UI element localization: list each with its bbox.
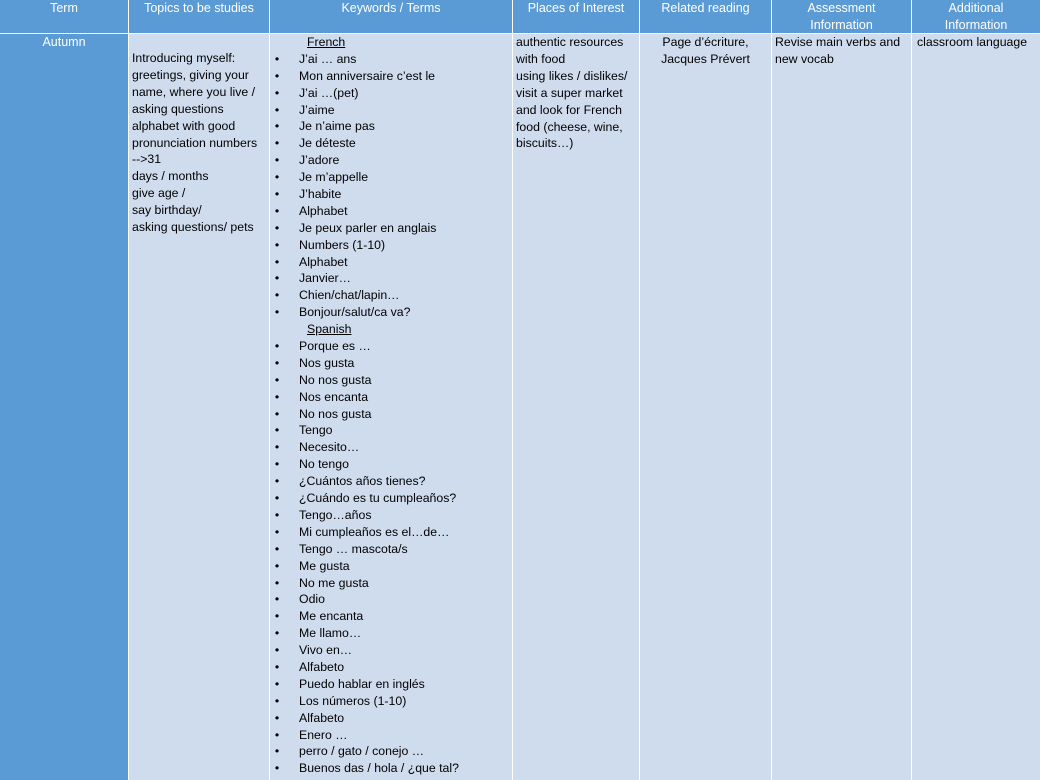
bullet-icon: • bbox=[274, 170, 280, 185]
keywords-list bbox=[270, 34, 512, 777]
header-reading: Related reading bbox=[640, 0, 771, 33]
spanish-heading-text: Spanish bbox=[307, 322, 352, 337]
additional-line: classroom language bbox=[917, 35, 1028, 49]
bullet-icon: • bbox=[274, 693, 280, 708]
places-line: biscuits…) bbox=[516, 136, 574, 151]
keyword-item bbox=[270, 422, 512, 439]
bullet-icon: • bbox=[274, 102, 280, 117]
keyword-item bbox=[270, 68, 512, 85]
bullet-icon: • bbox=[274, 440, 280, 455]
keyword-text: Mi cumpleaños es el…de… bbox=[299, 524, 450, 539]
bullet-icon: • bbox=[274, 507, 280, 522]
header-keywords: Keywords / Terms bbox=[270, 0, 512, 33]
keyword-text: ¿Cuántos años tienes? bbox=[299, 474, 426, 489]
keyword-item bbox=[270, 270, 512, 287]
keyword-item bbox=[270, 524, 512, 541]
places-line: using likes / dislikes/ bbox=[516, 68, 628, 83]
bullet-icon: • bbox=[274, 609, 280, 624]
french-heading-text: French bbox=[307, 35, 346, 49]
french-heading bbox=[270, 34, 512, 51]
bullet-icon: • bbox=[274, 592, 280, 607]
keyword-text: J’adore bbox=[299, 153, 340, 168]
keyword-item bbox=[270, 676, 512, 693]
bullet-icon: • bbox=[274, 676, 280, 691]
topic-line: greetings, giving your bbox=[132, 67, 249, 82]
keyword-text: No nos gusta bbox=[299, 372, 372, 387]
bullet-icon: • bbox=[274, 389, 280, 404]
keyword-item bbox=[270, 135, 512, 152]
assessment-line: new vocab bbox=[775, 51, 834, 66]
keyword-item bbox=[270, 220, 512, 237]
header-assessment-line2: Information bbox=[810, 18, 873, 32]
bullet-icon: • bbox=[274, 643, 280, 658]
keyword-text: Nos encanta bbox=[299, 389, 369, 404]
topic-line: asking questions/ pets bbox=[132, 220, 254, 235]
bullet-icon: • bbox=[274, 220, 280, 235]
keyword-text: J’habite bbox=[299, 187, 342, 202]
keyword-item bbox=[270, 102, 512, 119]
bullet-icon: • bbox=[274, 271, 280, 286]
topic-line: give age / bbox=[132, 186, 186, 201]
places-line: authentic resources bbox=[516, 35, 624, 49]
bullet-icon: • bbox=[274, 119, 280, 134]
keyword-text: No tengo bbox=[299, 457, 349, 472]
assessment-line: Revise main verbs and bbox=[775, 35, 901, 49]
additional-list bbox=[912, 34, 1040, 51]
keyword-text: J’ai …(pet) bbox=[299, 85, 359, 100]
keyword-text: Tengo bbox=[299, 423, 333, 438]
spanish-heading bbox=[270, 321, 512, 338]
keyword-item bbox=[270, 659, 512, 676]
reading-line: Jacques Prévert bbox=[661, 51, 750, 66]
keyword-text: ¿Cuándo es tu cumpleaños? bbox=[299, 491, 457, 506]
keyword-item bbox=[270, 693, 512, 710]
bullet-icon: • bbox=[274, 710, 280, 725]
header-places: Places of Interest bbox=[513, 0, 639, 33]
keyword-text: Tengo … mascota/s bbox=[299, 541, 408, 556]
keyword-item bbox=[270, 558, 512, 575]
reading-line: Page d’écriture, bbox=[662, 35, 749, 49]
keyword-text: Nos gusta bbox=[299, 355, 355, 370]
keyword-text: Janvier… bbox=[299, 271, 351, 286]
keyword-item bbox=[270, 372, 512, 389]
keyword-text: No me gusta bbox=[299, 575, 369, 590]
bullet-icon: • bbox=[274, 541, 280, 556]
keyword-item bbox=[270, 186, 512, 203]
keyword-item bbox=[270, 591, 512, 608]
topic-line: alphabet with good bbox=[132, 118, 236, 133]
keyword-text: Alphabet bbox=[299, 254, 348, 269]
keyword-item bbox=[270, 254, 512, 271]
keyword-item bbox=[270, 575, 512, 592]
topic-line: days / months bbox=[132, 169, 209, 184]
topic-line: asking questions bbox=[132, 101, 224, 116]
places-line: visit a super market bbox=[516, 85, 623, 100]
topic-line: pronunciation numbers bbox=[132, 135, 258, 150]
bullet-icon: • bbox=[274, 288, 280, 303]
places-line: and look for French bbox=[516, 102, 622, 117]
bullet-icon: • bbox=[274, 491, 280, 506]
bullet-icon: • bbox=[274, 474, 280, 489]
keyword-item bbox=[270, 389, 512, 406]
keyword-item bbox=[270, 727, 512, 744]
keyword-item bbox=[270, 355, 512, 372]
keyword-item bbox=[270, 237, 512, 254]
header-additional-line1: Additional bbox=[948, 1, 1004, 15]
keyword-text: Necesito… bbox=[299, 440, 360, 455]
reading-list bbox=[640, 34, 771, 68]
bullet-icon: • bbox=[274, 457, 280, 472]
bullet-icon: • bbox=[274, 339, 280, 354]
keyword-item bbox=[270, 710, 512, 727]
term-cell bbox=[0, 34, 128, 780]
keyword-text: Me gusta bbox=[299, 558, 350, 573]
header-topics: Topics to be studies bbox=[129, 0, 269, 33]
bullet-icon: • bbox=[274, 136, 280, 151]
keyword-text: Je n’aime pas bbox=[299, 119, 375, 134]
keyword-text: Me encanta bbox=[299, 609, 364, 624]
keyword-text: Je déteste bbox=[299, 136, 356, 151]
keyword-item bbox=[270, 760, 512, 777]
keyword-text: Numbers (1-10) bbox=[299, 237, 386, 252]
header-assessment-line1: Assessment bbox=[807, 1, 876, 15]
term-value: Autumn bbox=[42, 35, 86, 49]
bullet-icon: • bbox=[274, 85, 280, 100]
bullet-icon: • bbox=[274, 626, 280, 641]
bullet-icon: • bbox=[274, 744, 280, 759]
keyword-text: Buenos das / hola / ¿que tal? bbox=[299, 761, 459, 776]
bullet-icon: • bbox=[274, 558, 280, 573]
keyword-text: Je peux parler en anglais bbox=[299, 220, 437, 235]
keyword-item bbox=[270, 439, 512, 456]
topic-line: name, where you live / bbox=[132, 84, 256, 99]
additional-cell bbox=[912, 34, 1040, 780]
topic-line: Introducing myself: bbox=[132, 51, 236, 65]
keyword-text: Porque es … bbox=[299, 339, 371, 354]
keyword-item bbox=[270, 473, 512, 490]
bullet-icon: • bbox=[274, 372, 280, 387]
places-cell bbox=[513, 34, 639, 780]
keyword-text: Vivo en… bbox=[299, 643, 353, 658]
assessment-cell bbox=[772, 34, 911, 780]
keyword-item bbox=[270, 642, 512, 659]
keyword-item bbox=[270, 625, 512, 642]
bullet-icon: • bbox=[274, 51, 280, 66]
keyword-item bbox=[270, 507, 512, 524]
keyword-text: Puedo hablar en inglés bbox=[299, 676, 425, 691]
keyword-item bbox=[270, 490, 512, 507]
keyword-item bbox=[270, 203, 512, 220]
keyword-text: Los números (1-10) bbox=[299, 693, 407, 708]
keyword-item bbox=[270, 743, 512, 760]
topic-line: say birthday/ bbox=[132, 203, 202, 218]
keyword-item bbox=[270, 169, 512, 186]
assessment-list bbox=[772, 34, 911, 68]
header-additional bbox=[912, 0, 1040, 33]
places-line: food (cheese, wine, bbox=[516, 119, 623, 134]
keyword-text: Alfabeto bbox=[299, 659, 345, 674]
keyword-item bbox=[270, 338, 512, 355]
keyword-text: J’aime bbox=[299, 102, 335, 117]
header-additional-line2: Information bbox=[944, 18, 1008, 32]
bullet-icon: • bbox=[274, 203, 280, 218]
places-list bbox=[513, 34, 639, 152]
keyword-item bbox=[270, 608, 512, 625]
header-assessment bbox=[772, 0, 911, 33]
reading-cell bbox=[640, 34, 771, 780]
keyword-item bbox=[270, 456, 512, 473]
bullet-icon: • bbox=[274, 68, 280, 83]
keyword-item bbox=[270, 304, 512, 321]
bullet-icon: • bbox=[274, 237, 280, 252]
bullet-icon: • bbox=[274, 761, 280, 776]
keyword-item bbox=[270, 85, 512, 102]
places-line: with food bbox=[516, 51, 566, 66]
keyword-text: perro / gato / conejo … bbox=[299, 744, 425, 759]
keyword-item bbox=[270, 287, 512, 304]
keyword-text: Enero … bbox=[299, 727, 348, 742]
bullet-icon: • bbox=[274, 659, 280, 674]
bullet-icon: • bbox=[274, 254, 280, 269]
keyword-text: Me llamo… bbox=[299, 626, 362, 641]
bullet-icon: • bbox=[274, 727, 280, 742]
bullet-icon: • bbox=[274, 406, 280, 421]
keyword-text: Alphabet bbox=[299, 203, 348, 218]
bullet-icon: • bbox=[274, 187, 280, 202]
header-term: Term bbox=[0, 0, 128, 33]
bullet-icon: • bbox=[274, 524, 280, 539]
topic-line: -->31 bbox=[132, 152, 162, 167]
bullet-icon: • bbox=[274, 305, 280, 320]
keyword-text: Tengo…años bbox=[299, 507, 372, 522]
keyword-text: No nos gusta bbox=[299, 406, 372, 421]
keyword-item bbox=[270, 406, 512, 423]
topics-list bbox=[129, 34, 269, 236]
bullet-icon: • bbox=[274, 153, 280, 168]
topics-cell bbox=[129, 34, 269, 780]
keyword-item bbox=[270, 118, 512, 135]
keyword-text: Bonjour/salut/ca va? bbox=[299, 305, 411, 320]
keyword-text: Odio bbox=[299, 592, 325, 607]
keyword-item bbox=[270, 51, 512, 68]
keyword-item bbox=[270, 152, 512, 169]
keyword-text: Je m’appelle bbox=[299, 170, 369, 185]
bullet-icon: • bbox=[274, 575, 280, 590]
keyword-text: J’ai … ans bbox=[299, 51, 357, 66]
bullet-icon: • bbox=[274, 423, 280, 438]
bullet-icon: • bbox=[274, 355, 280, 370]
keyword-text: Chien/chat/lapin… bbox=[299, 288, 400, 303]
keyword-text: Alfabeto bbox=[299, 710, 345, 725]
keyword-item bbox=[270, 541, 512, 558]
keyword-text: Mon anniversaire c’est le bbox=[299, 68, 436, 83]
